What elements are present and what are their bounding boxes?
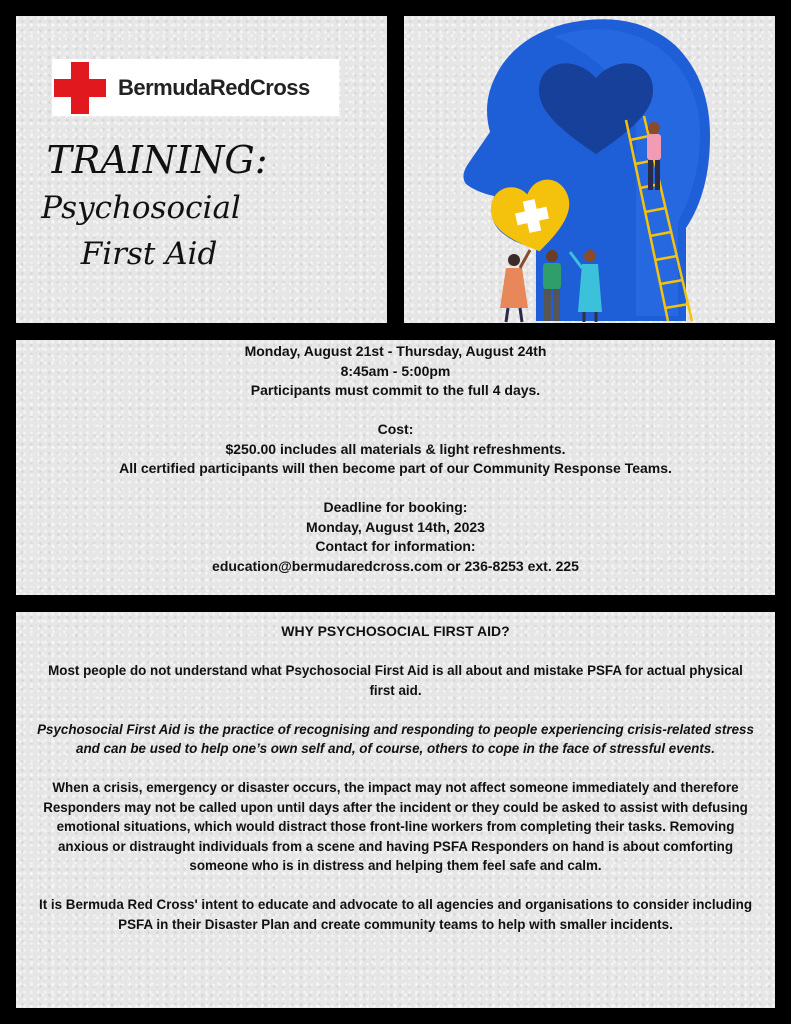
title-panel bbox=[16, 16, 387, 323]
cost-text: $250.00 includes all materials & light refreshments. bbox=[225, 440, 566, 457]
why-heading: WHY PSYCHOSOCIAL FIRST AID? bbox=[281, 623, 510, 639]
red-cross-icon bbox=[54, 62, 106, 114]
teams-text: All certified participants will then become part of our Community Response Teams. bbox=[119, 460, 672, 476]
contact-label: Contact for information: bbox=[315, 538, 476, 554]
course-details-panel bbox=[16, 340, 775, 595]
why-psfa-section bbox=[36, 622, 755, 954]
course-time: 8:45am - 5:00pm bbox=[340, 362, 451, 379]
people-group bbox=[500, 250, 602, 322]
course-title-line2: First Aid bbox=[80, 236, 218, 272]
course-dates: Monday, August 21st - Thursday, August 24th bbox=[244, 343, 547, 359]
contact-text: education@bermudaredcross.com or 236-8253 ext. 225 bbox=[212, 557, 579, 574]
why-psfa-panel bbox=[16, 612, 775, 1008]
why-paragraph-4: It is Bermuda Red Cross' intent to educate and advocate to all agencies and organisations to consider including PSFA in their Disaster Plan and create community teams to help with smaller incidents. bbox=[38, 897, 753, 932]
deadline-label: Deadline for booking: bbox=[323, 499, 468, 515]
deadline-date: Monday, August 14th, 2023 bbox=[306, 518, 485, 535]
course-title-line1: Psychosocial bbox=[41, 190, 241, 226]
illustration-panel bbox=[404, 16, 775, 323]
why-paragraph-2: Psychosocial First Aid is the practice of recognising and responding to people experiencing crisis-related stress and can be used to help one’s own self and, of course, others to cope in the face of stressful events. bbox=[37, 721, 754, 756]
why-paragraph-1: Most people do not understand what Psychosocial First Aid is all about and mistake PSFA for actual physical first aid. bbox=[48, 663, 743, 698]
why-paragraph-3: When a crisis, emergency or disaster occurs, the impact may not affect someone immediately and therefore Responders may not be called upon until days after the incident or they could be asked to assist with defusing emotional situations, which would distract those front-line workers from completing their tasks. Removing anxious or distraught individuals from a scene and having PSFA Responders on hand is about comforting someone who is in distress and helping them feel safe and calm. bbox=[43, 780, 748, 873]
mental-health-head-illustration bbox=[404, 16, 775, 323]
training-heading: TRAINING: bbox=[46, 138, 268, 182]
logo-text: BermudaRedCross bbox=[118, 74, 310, 100]
commitment-note: Participants must commit to the full 4 days. bbox=[250, 382, 541, 398]
cost-label: Cost: bbox=[377, 421, 414, 437]
course-details bbox=[16, 342, 775, 576]
bermuda-red-cross-logo bbox=[52, 59, 339, 116]
